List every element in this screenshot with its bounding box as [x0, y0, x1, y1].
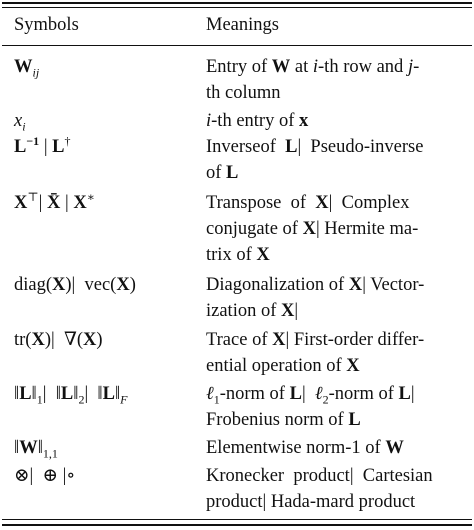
- meaning-cell: ℓ$_1$-norm of L| ℓ$_2$-norm of L| Frobenius norm of L: [206, 384, 415, 430]
- top-rule-inner: [2, 7, 472, 8]
- top-rule: [2, 2, 472, 4]
- header-meanings: Meanings: [206, 15, 279, 35]
- bottom-rule: [2, 524, 472, 526]
- header-rule: [2, 45, 472, 46]
- symbol-cell: $‖W‖_{1,1}$: [14, 438, 58, 461]
- meaning-cell: Trace of X| First-order differ- ential operation of X: [206, 330, 425, 376]
- symbol-cell: $‖L‖_1|$ $‖L‖_2|$ $‖L‖_F$: [14, 384, 128, 407]
- meaning-cell: Kronecker product| Cartesian product| Hada-mard product: [206, 466, 433, 512]
- meaning-cell: Diagonalization of X| Vector- ization of X|: [206, 275, 425, 321]
- meaning-cell: i-th entry of x: [206, 111, 309, 131]
- symbol-cell: $L^{-1}$ | L†: [14, 133, 71, 157]
- meaning-cell: Elementwise norm-1 of W: [206, 438, 404, 458]
- symbol-cell: $x_i$: [14, 111, 26, 134]
- symbol-cell: ⊗| ⊕ |∘: [14, 466, 76, 486]
- meaning-cell: Entry of W at i-th row and j- th column: [206, 57, 420, 103]
- symbol-cell: $W_{ij}$: [14, 57, 40, 80]
- header-symbols: Symbols: [14, 15, 79, 35]
- symbol-cell: tr(X)| ∇(X): [14, 330, 103, 350]
- symbol-cell: diag(X)| vec(X): [14, 275, 136, 295]
- meaning-cell: Transpose of X| Complex conjugate of X| Hermite ma- trix of X: [206, 193, 419, 265]
- bottom-rule-inner: [2, 519, 472, 520]
- meaning-cell: Inverseof L| Pseudo-inverse of L: [206, 137, 424, 183]
- symbol-cell: X⊤| X̄ | X∗: [14, 189, 95, 213]
